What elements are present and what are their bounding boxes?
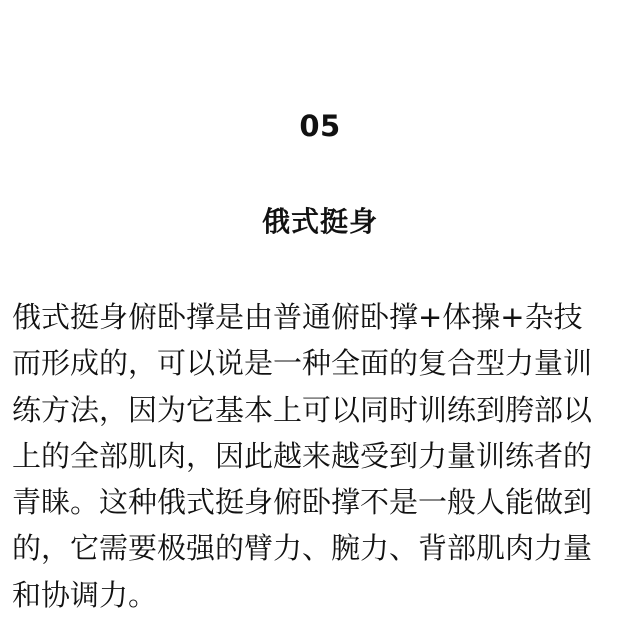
body-paragraph [12,294,638,618]
paragraph-line: 青睐。这种俄式挺身俯卧撑不是一般人能做到 [12,485,593,520]
section-title: 俄式挺身 [261,205,378,238]
section-number: 05 [299,109,341,143]
paragraph-line: 而形成的，可以说是一种全面的复合型力量训 [12,346,593,381]
paragraph-line: 练方法，因为它基本上可以同时训练到胯部以 [12,392,593,427]
paragraph-line: 上的全部肌肉，因此越来越受到力量训练者的 [12,438,593,473]
paragraph-line: 的，它需要极强的臂力、腕力、背部肌肉力量 [12,531,593,566]
paragraph-line: 和协调力。 [12,577,158,612]
paragraph-line: 俄式挺身俯卧撑是由普通俯卧撑+体操+杂技 [12,300,583,334]
